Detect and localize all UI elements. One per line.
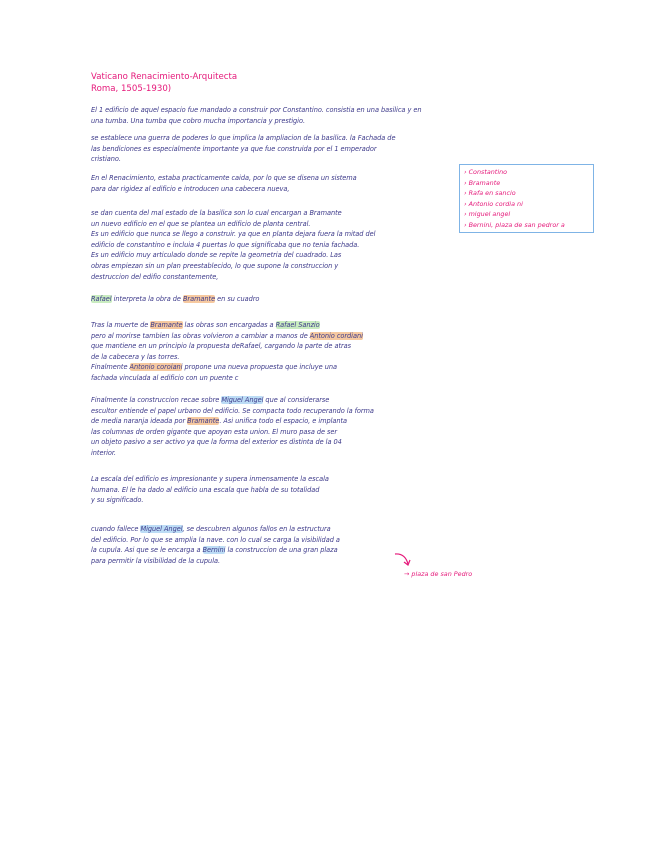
margin-note: → plaza de san Pedro	[404, 570, 473, 578]
sidebox-item: › Constantino	[464, 168, 508, 176]
page-title	[91, 71, 237, 95]
text-line	[91, 362, 461, 373]
text-line	[91, 395, 461, 406]
paragraph-3	[91, 173, 461, 194]
text-line: para dar rigidez al edificio e introducen una cabecera nueva,	[91, 184, 290, 193]
text-line: edificio de constantino e incluia 4 puertas lo que significaba que no tenia fachada.	[91, 240, 360, 249]
sidebox-item: › Bernini, plaza de san pedror a	[464, 220, 565, 229]
text-fragment: cuando fallece	[91, 525, 141, 533]
text-fragment: Tras la muerte de	[91, 321, 151, 329]
names-sidebox	[459, 164, 594, 233]
paragraph-4	[91, 208, 461, 282]
text-fragment: la construccion de una gran plaza	[225, 546, 338, 555]
sidebox-item: › Antonio cordia ni	[464, 199, 523, 208]
text-line: se establece una guerra de poderes lo que implica la ampliacion de la basilica. la Fachada de	[91, 134, 396, 142]
text-line: fachada vinculada al edificio con un puente c	[91, 373, 239, 382]
highlight-rafael: Rafael	[91, 295, 112, 303]
highlight-miguel-angel: Miguel Angel	[221, 396, 264, 404]
text-line: un objeto pasivo a ser activo ya que la forma del exterior es distinta de la 04	[91, 438, 342, 447]
text-line: En el Renacimiento, estaba practicamente caida, por lo que se disena un sistema	[91, 174, 357, 182]
text-line: y su significado.	[91, 496, 144, 505]
highlight-antonio: Antonio cordiani	[309, 331, 363, 340]
text-line: un nuevo edificio en el que se plantea un edificio de planta central.	[91, 219, 311, 228]
highlight-antonio: Antonio coroiani	[129, 363, 183, 372]
text-line: Es un edificio muy articulado donde se repite la geometria del cuadrado. Las	[91, 251, 342, 260]
text-line: de la cabecera y las torres.	[91, 352, 180, 361]
text-line: escultor entiende el papel urbano del edificio. Se compacta todo recuperando la forma	[91, 406, 374, 415]
text-line: Es un edificio que nunca se llego a construir. ya que en planta dejara fuera la mitad del	[91, 230, 376, 239]
text-fragment: propone una nueva propuesta que incluye una	[182, 363, 337, 372]
text-fragment: las obras son encargadas a	[182, 321, 276, 329]
text-fragment: . Asi unifica todo el espacio, e implanta	[219, 417, 348, 426]
text-line: interior.	[91, 448, 116, 457]
highlight-bernini: Bernini	[202, 546, 226, 555]
highlight-bramante: Bramante	[150, 321, 183, 329]
text-line	[91, 331, 461, 342]
text-line: destruccion del edifio constantemente,	[91, 272, 219, 281]
highlight-bramante: Bramante	[182, 295, 216, 303]
text-line: una tumba. Una tumba que cobro mucha importancia y prestigio.	[91, 116, 305, 125]
paragraph-2	[91, 133, 461, 165]
text-fragment: Finalmente la construccion recae sobre	[91, 396, 222, 404]
text-line: humana. El le ha dado al edificio una escala que habla de su totalidad	[91, 485, 320, 494]
text-line: cristiano.	[91, 155, 121, 164]
text-line: obras empiezan sin un plan preestablecido, lo que supone la construccion y	[91, 261, 339, 270]
text-line: las columnas de orden gigante que apoyan esta union. El muro pasa de ser	[91, 427, 338, 436]
text-line: las bendiciones es especialmente importante ya que fue construida por el 1 emperador	[91, 144, 377, 153]
title-line: Vaticano Renacimiento-Arquitecta	[91, 72, 238, 82]
text-fragment: , se descubren algunos fallos en la estructura	[182, 525, 331, 533]
text-fragment: interpreta la obra de	[111, 295, 183, 303]
paragraph-7	[91, 395, 461, 459]
highlight-rafael: Rafael Sanzio	[275, 321, 320, 329]
paragraph-8	[91, 474, 461, 506]
curved-arrow-icon	[393, 551, 415, 569]
text-fragment: que al considerarse	[263, 396, 330, 404]
sidebox-item: › miguel angel	[464, 210, 511, 219]
text-line	[91, 320, 461, 331]
text-line	[91, 416, 461, 427]
text-fragment: de media naranja ideada por	[91, 417, 188, 426]
text-line: La escala del edificio es impresionante y supera inmensamente la escala	[91, 475, 329, 483]
text-line: que mantiene en un principio la propuesta deRafael, cargando la parte de atras	[91, 342, 352, 351]
text-fragment: la cupula. Asi que se le encarga a	[91, 546, 203, 555]
highlight-bramante: Bramante	[187, 417, 220, 426]
text-line: para permitir la visibilidad de la cupula.	[91, 556, 221, 565]
text-line: del edificio. Por lo que se amplia la nave. con lo cual se carga la visibilidad a	[91, 535, 340, 544]
text-fragment: pero al morirse tambien las obras volvieron a cambiar a manos de	[91, 331, 310, 340]
text-line	[91, 524, 461, 535]
text-fragment: Finalmente	[91, 363, 130, 372]
text-line: se dan cuenta del mal estado de la basilica son lo cual encargan a Bramante	[91, 209, 342, 217]
paragraph-1	[91, 105, 461, 126]
sidebox-item: › Bramante	[464, 178, 501, 187]
paragraph-6	[91, 320, 461, 384]
title-line: Roma, 1505-1930)	[91, 84, 172, 94]
text-fragment: en su cuadro	[215, 295, 260, 303]
paragraph-5	[91, 294, 461, 305]
text-line	[91, 294, 461, 305]
sidebox-item: › Rafa en sancio	[464, 189, 516, 198]
highlight-miguel-angel: Miguel Angel	[140, 525, 183, 533]
text-line: El 1 edificio de aquel espacio fue mandado a construir por Constantino. consistia en una basilica y en	[91, 106, 422, 114]
